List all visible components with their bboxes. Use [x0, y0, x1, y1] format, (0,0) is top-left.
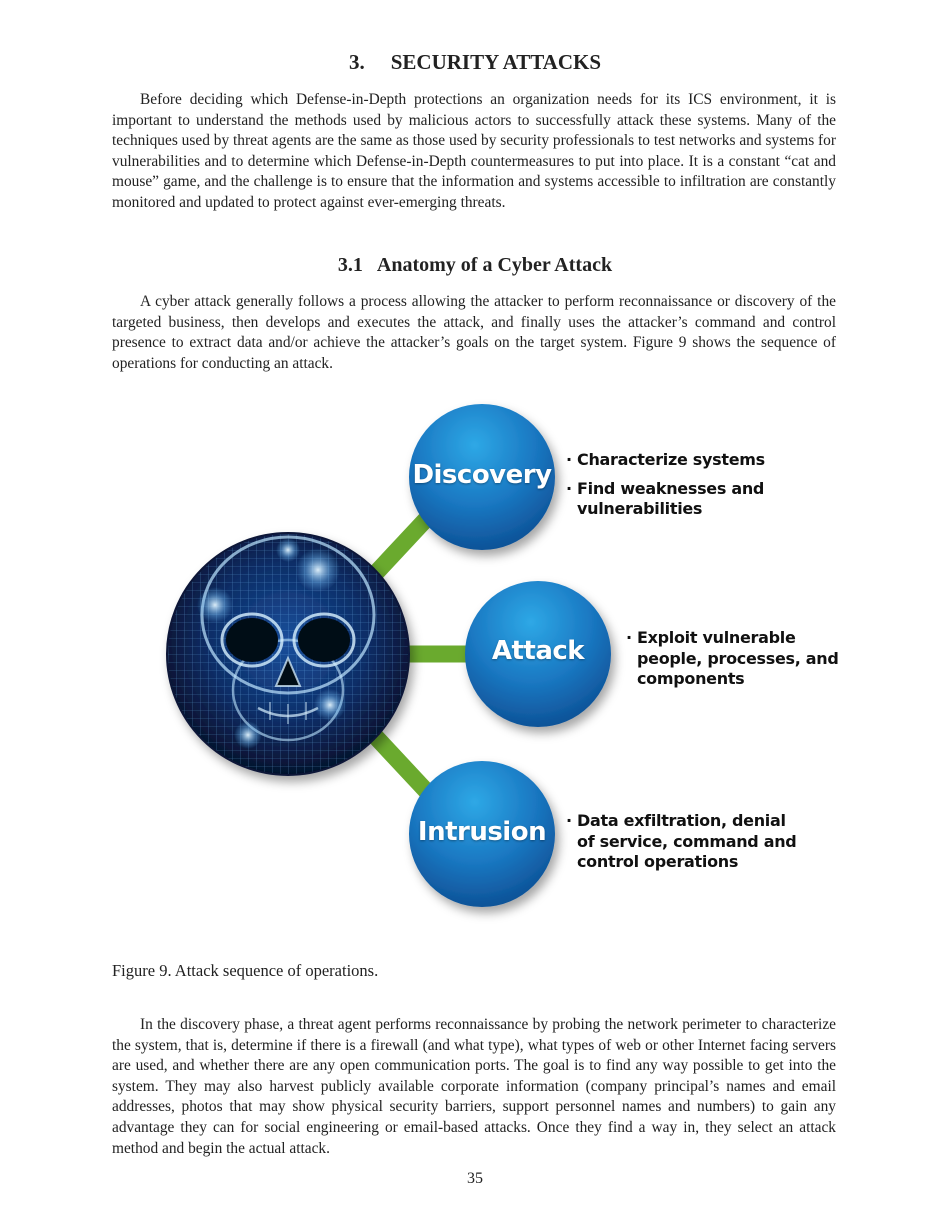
bullet-text: Exploit vulnerable people, processes, and components: [637, 628, 839, 688]
section-heading: [0, 50, 950, 75]
bullet-dot: ·: [566, 478, 572, 498]
bullet-item: [566, 811, 806, 873]
discovery-phase-paragraph: In the discovery phase, a threat agent performs reconnaissance by probing the network perimeter to characterize the system, that is, determine if there is a firewall (and what type), what types of web or other Internet facing servers are used, and whether there are any open communication ports. The goal is to find any way possible to get into the system. They may also harvest publicly available corporate information (company principal’s names and email addresses, photos that may show physical security barriers, support personnel names and numbers) to gain any advantage they can for social engineering or email-based attacks. Once they find a way in, they select an attack method and begin the actual attack.: [112, 1016, 836, 1157]
bullet-dot: ·: [566, 811, 572, 830]
intrusion-label: Intrusion: [417, 817, 547, 847]
section-title: SECURITY ATTACKS: [390, 50, 601, 74]
bullet-text: Characterize systems: [577, 450, 765, 469]
subsection-number: 3.1: [337, 254, 363, 276]
bullet-text: Find weaknesses and vulnerabilities: [577, 478, 765, 518]
page-number: 35: [467, 1170, 483, 1187]
discovery-bullets: [566, 450, 796, 528]
bullet-item: [566, 479, 796, 520]
bullet-item: [626, 628, 856, 690]
attack-label: Attack: [491, 636, 585, 666]
attack-bullets: [626, 628, 856, 698]
bullet-text: Data exfiltration, denial of service, command and control operations: [577, 811, 797, 871]
bullet-dot: ·: [626, 628, 632, 647]
anatomy-paragraph: A cyber attack generally follows a process allowing the attacker to perform reconnaissance or discovery of the targeted business, then develops and executes the attack, and finally uses the attacker’s command and control presence to extract data and/or achieve the attacker’s goals on the target system. Figure 9 shows the sequence of operations for conducting an attack.: [112, 293, 836, 372]
attack-sequence-figure: [0, 390, 950, 930]
bullet-item: [566, 450, 796, 471]
subsection-title: Anatomy of a Cyber Attack: [376, 254, 613, 276]
discovery-label: Discovery: [412, 460, 552, 490]
intrusion-bullets: [566, 811, 806, 881]
figure-caption: Figure 9. Attack sequence of operations.: [112, 961, 379, 980]
section-number: 3.: [349, 50, 365, 74]
subsection-heading: [0, 254, 950, 277]
bullet-dot: ·: [566, 450, 572, 469]
intro-paragraph: Before deciding which Defense-in-Depth protections an organization needs for its ICS environment, it is important to understand the methods used by malicious actors to successfully attack these systems. Many of the techniques used by threat agents are the same as those used by security professionals to test networks and systems for vulnerabilities and to determine which Defense-in-Depth countermeasures to put into place. It is a constant “cat and mouse” game, and the challenge is to ensure that the information and systems accessible to infiltration are constantly monitored and updated to protect against ever-emerging threats.: [112, 91, 836, 211]
